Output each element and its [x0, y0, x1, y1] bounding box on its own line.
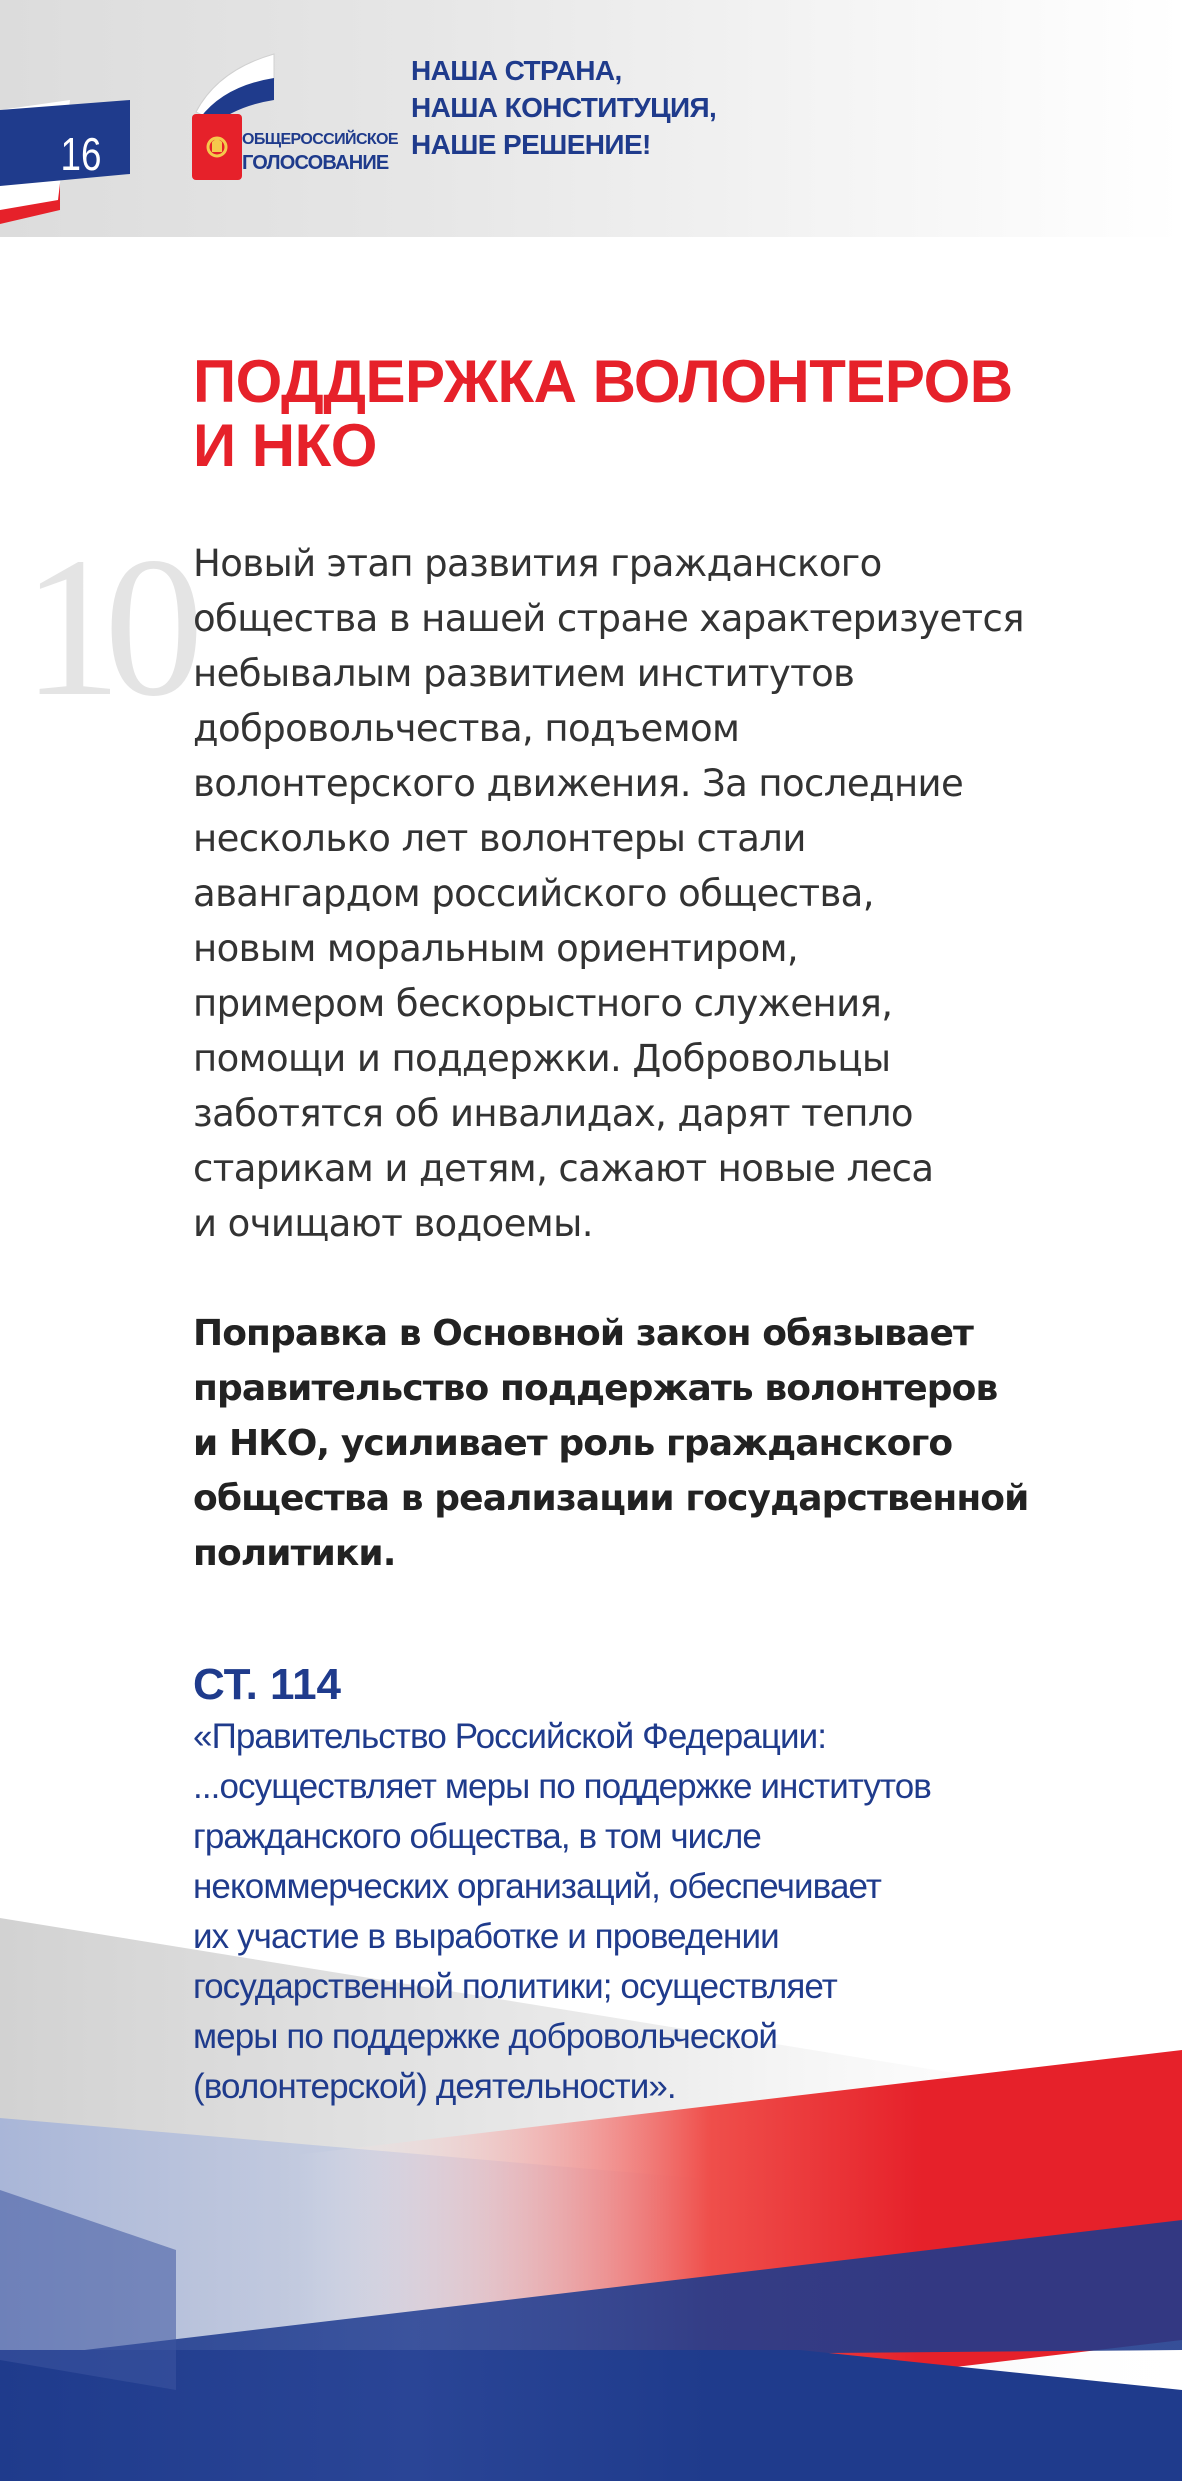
amendment-paragraph — [193, 1306, 1093, 1581]
body-line: волонтерского движения. За последние — [193, 762, 964, 805]
section-number: 10 — [22, 517, 186, 738]
article-title: СТ. 114 — [193, 1660, 342, 1709]
quote-line: ...осуществляет меры по поддержке институтов — [193, 1767, 931, 1806]
body-line: несколько лет волонтеры стали — [193, 817, 806, 860]
amendment-line: правительство поддержать волонтеров — [193, 1368, 998, 1409]
slogan-line: НАША СТРАНА, — [411, 55, 622, 86]
amendment-line: и НКО, усиливает роль гражданского — [193, 1423, 953, 1464]
body-line: небывалым развитием институтов — [193, 652, 855, 695]
quote-line: государственной политики; осуществляет — [193, 1967, 837, 2006]
body-line: Новый этап развития гражданского — [193, 542, 882, 585]
body-line: помощи и поддержки. Добровольцы — [193, 1037, 891, 1080]
amendment-line: общества в реализации государственной — [193, 1478, 1029, 1519]
section-title-line: ПОДДЕРЖКА ВОЛОНТЕРОВ — [193, 348, 1013, 415]
page-number: 16 — [60, 128, 102, 180]
body-line: добровольчества, подъемом — [193, 707, 740, 750]
quote-line: (волонтерской) деятельности». — [193, 2067, 676, 2106]
body-line: и очищают водоемы. — [193, 1202, 593, 1245]
amendment-line: политики. — [193, 1533, 396, 1574]
body-line: общества в нашей стране характеризуется — [193, 597, 1024, 640]
body-paragraph — [193, 536, 1093, 1251]
slogan — [411, 52, 716, 163]
quote-line: «Правительство Российской Федерации: — [193, 1717, 827, 1756]
logo-line-1: ОБЩЕРОССИЙСКОЕ — [242, 131, 398, 148]
quote-line: гражданского общества, в том числе — [193, 1817, 761, 1856]
body-line: старикам и детям, сажают новые леса — [193, 1147, 934, 1190]
body-line: примером бескорыстного служения, — [193, 982, 893, 1025]
amendment-line: Поправка в Основной закон обязывает — [193, 1313, 973, 1354]
logo-line-2: ГОЛОСОВАНИЕ — [242, 152, 389, 174]
quote-line: некоммерческих организаций, обеспечивает — [193, 1867, 882, 1906]
body-line: новым моральным ориентиром, — [193, 927, 799, 970]
page-header — [0, 0, 1182, 237]
quote-line: их участие в выработке и проведении — [193, 1917, 779, 1956]
logo-text — [242, 130, 398, 176]
quote-line: меры по поддержке добровольческой — [193, 2017, 778, 2056]
section-title — [193, 350, 1093, 478]
body-line: авангардом российского общества, — [193, 872, 874, 915]
slogan-line: НАШЕ РЕШЕНИЕ! — [411, 129, 651, 160]
article-quote — [193, 1712, 1093, 2112]
body-line: заботятся об инвалидах, дарят тепло — [193, 1092, 913, 1135]
slogan-line: НАША КОНСТИТУЦИЯ, — [411, 92, 717, 123]
section-title-line: И НКО — [193, 412, 377, 479]
